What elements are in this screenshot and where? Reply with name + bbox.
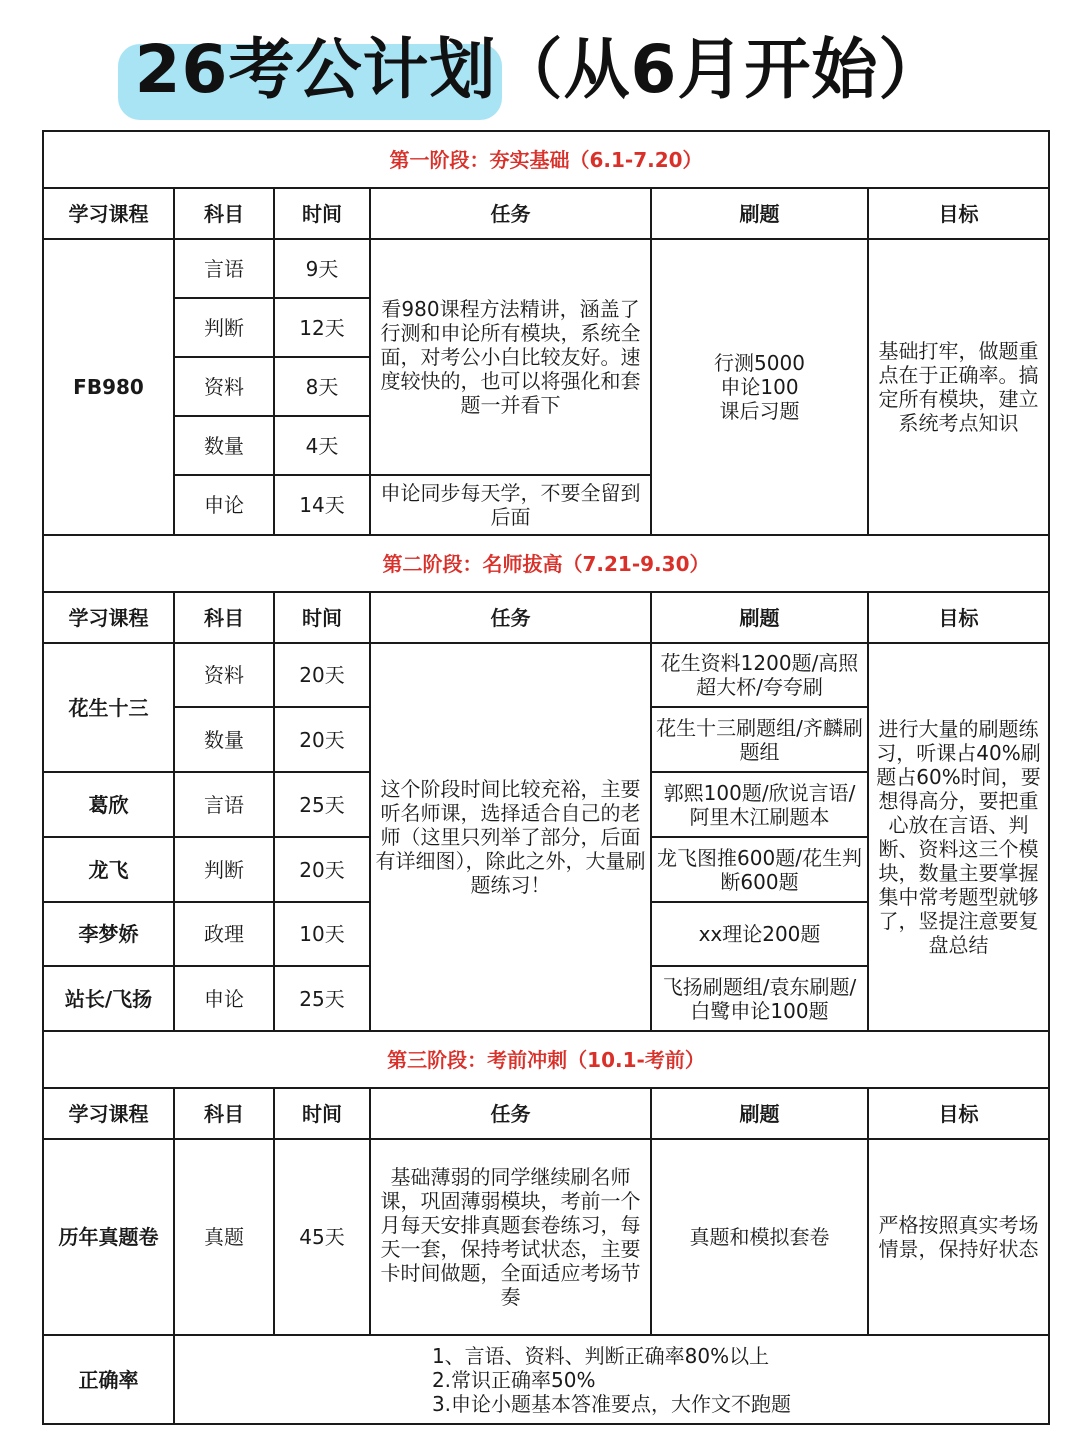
stage1-course: FB980 [43, 239, 174, 535]
subject-cell: 真题 [174, 1139, 274, 1335]
subject-cell: 数量 [174, 707, 274, 772]
accuracy-row [43, 1335, 1049, 1424]
subject-cell: 言语 [174, 772, 274, 837]
stage3-goal: 严格按照真实考场情景，保持好状态 [868, 1139, 1049, 1335]
practice-cell: 龙飞图推600题/花生判断600题 [651, 837, 868, 902]
time-cell: 4天 [274, 416, 370, 475]
time-cell: 20天 [274, 643, 370, 707]
header-practice: 刷题 [651, 1088, 868, 1139]
header-practice: 刷题 [651, 592, 868, 643]
course-cell: 龙飞 [43, 837, 174, 902]
stage3-task: 基础薄弱的同学继续刷名师课，巩固薄弱模块，考前一个月每天安排真题套卷练习，每天一套，保持考试状态，主要卡时间做题，全面适应考场节奏 [370, 1139, 651, 1335]
time-cell: 20天 [274, 837, 370, 902]
stage3-practice: 真题和模拟套卷 [651, 1139, 868, 1335]
page-title: 26考公计划（从6月开始） [134, 31, 946, 108]
accuracy-line: 2.常识正确率50% [431, 1367, 596, 1392]
header-course: 学习课程 [43, 1088, 174, 1139]
table-row [43, 239, 1049, 298]
stage2-title: 第二阶段：名师拔高（7.21-9.30） [43, 535, 1049, 592]
practice-cell: 花生十三刷题组/齐麟刷题组 [651, 707, 868, 772]
stage1-goal: 基础打牢，做题重点在于正确率。搞定所有模块，建立系统考点知识 [868, 239, 1049, 535]
stage1-task: 看980课程方法精讲，涵盖了行测和申论所有模块，系统全面，对考公小白比较友好。速度较快的，也可以将强化和套题一并看下 [370, 239, 651, 475]
subject-cell: 政理 [174, 902, 274, 966]
header-goal: 目标 [868, 592, 1049, 643]
header-practice: 刷题 [651, 188, 868, 239]
practice-cell: 花生资料1200题/高照超大杯/夸夸刷 [651, 643, 868, 707]
stage3-title: 第三阶段：考前冲刺（10.1-考前） [43, 1031, 1049, 1088]
time-cell: 8天 [274, 357, 370, 416]
header-task: 任务 [370, 592, 651, 643]
subject-cell: 判断 [174, 837, 274, 902]
time-cell: 9天 [274, 239, 370, 298]
subject-cell: 资料 [174, 357, 274, 416]
header-subject: 科目 [174, 1088, 274, 1139]
header-time: 时间 [274, 188, 370, 239]
time-cell: 12天 [274, 298, 370, 357]
stage1-header-row [43, 188, 1049, 239]
course-cell: 李梦娇 [43, 902, 174, 966]
time-cell: 45天 [274, 1139, 370, 1335]
header-goal: 目标 [868, 1088, 1049, 1139]
header-course: 学习课程 [43, 188, 174, 239]
stage1-title: 第一阶段：夯实基础（6.1-7.20） [43, 131, 1049, 188]
subject-cell: 数量 [174, 416, 274, 475]
stage2-task: 这个阶段时间比较充裕，主要听名师课，选择适合自己的老师（这里只列举了部分，后面有详细图），除此之外，大量刷题练习！ [370, 643, 651, 1031]
header-goal: 目标 [868, 188, 1049, 239]
header-task: 任务 [370, 1088, 651, 1139]
practice-line: 申论100 [720, 375, 799, 399]
table-row [43, 1139, 1049, 1335]
title-area [0, 14, 1080, 126]
time-cell: 20天 [274, 707, 370, 772]
practice-cell: 郭熙100题/欣说言语/阿里木江刷题本 [651, 772, 868, 837]
stage3-course: 历年真题卷 [43, 1139, 174, 1335]
header-time: 时间 [274, 592, 370, 643]
study-plan-table [42, 130, 1050, 1425]
time-cell: 14天 [274, 475, 370, 535]
subject-cell: 申论 [174, 966, 274, 1031]
header-task: 任务 [370, 188, 651, 239]
practice-line: 行测5000 [714, 351, 805, 375]
accuracy-line: 1、言语、资料、判断正确率80%以上 [431, 1343, 770, 1368]
subject-cell: 申论 [174, 475, 274, 535]
header-subject: 科目 [174, 188, 274, 239]
stage1-practice [651, 239, 868, 535]
subject-cell: 判断 [174, 298, 274, 357]
accuracy-targets [174, 1335, 1049, 1424]
stage2-header-row [43, 592, 1049, 643]
practice-cell: 飞扬刷题组/袁东刷题/白鹭申论100题 [651, 966, 868, 1031]
accuracy-line: 3.申论小题基本答准要点，大作文不跑题 [431, 1391, 792, 1416]
header-course: 学习课程 [43, 592, 174, 643]
header-time: 时间 [274, 1088, 370, 1139]
stage3-header-row [43, 1088, 1049, 1139]
time-cell: 25天 [274, 966, 370, 1031]
course-cell: 站长/飞扬 [43, 966, 174, 1031]
course-cell: 花生十三 [43, 643, 174, 772]
course-cell: 葛欣 [43, 772, 174, 837]
header-subject: 科目 [174, 592, 274, 643]
table-row [43, 643, 1049, 707]
time-cell: 10天 [274, 902, 370, 966]
stage2-goal: 进行大量的刷题练习，听课占40%刷题占60%时间，要想得高分，要把重心放在言语、判断、资料这三个模块，数量主要掌握集中常考题型就够了，竖提注意要复盘总结 [868, 643, 1049, 1031]
practice-line: 课后习题 [719, 399, 800, 423]
stage1-shenlun-task: 申论同步每天学，不要全留到后面 [370, 475, 651, 535]
accuracy-label: 正确率 [43, 1335, 174, 1424]
subject-cell: 资料 [174, 643, 274, 707]
time-cell: 25天 [274, 772, 370, 837]
practice-cell: xx理论200题 [651, 902, 868, 966]
subject-cell: 言语 [174, 239, 274, 298]
